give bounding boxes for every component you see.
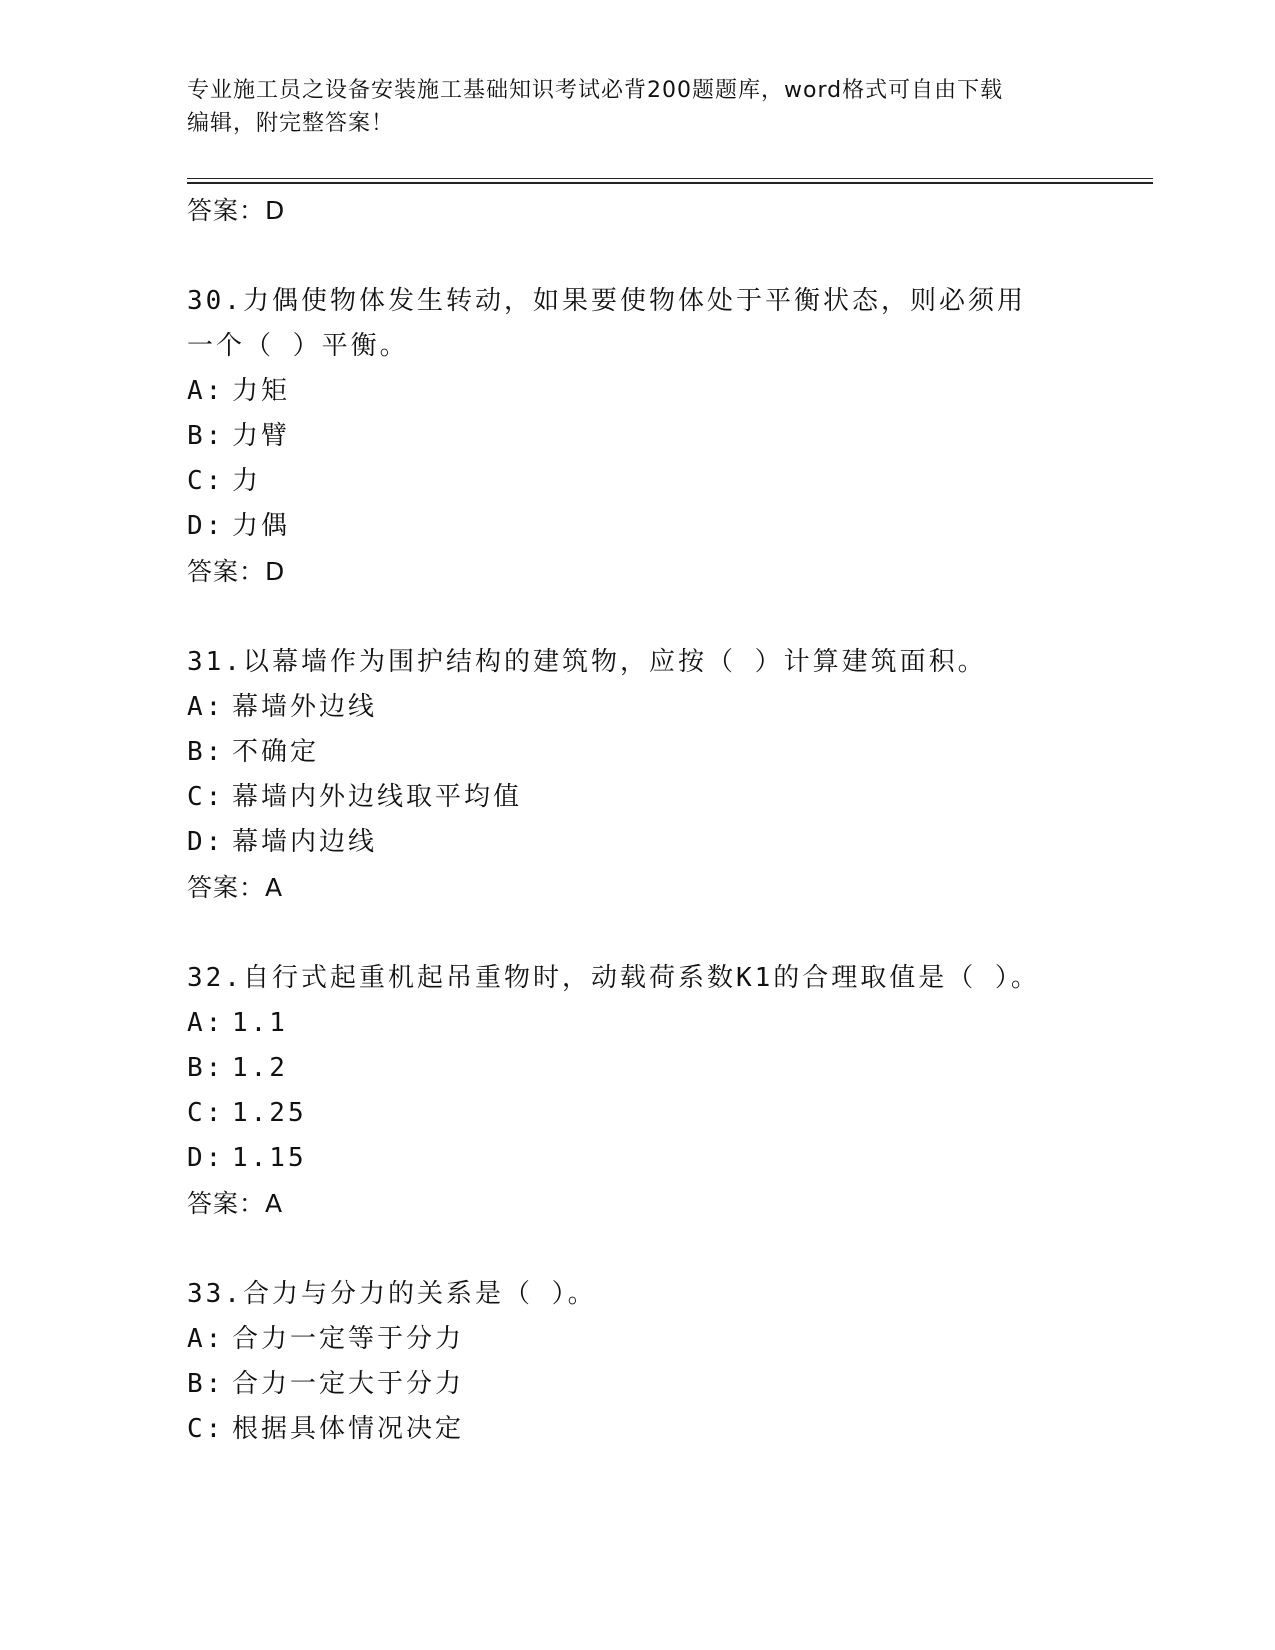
- option-key: A:: [187, 1324, 225, 1354]
- option-text: 不确定: [232, 737, 320, 767]
- option-key: B:: [187, 1053, 225, 1083]
- option-b: [187, 1046, 1087, 1091]
- option-a: [187, 1001, 1087, 1046]
- option-key: D:: [187, 511, 225, 541]
- question-block: [187, 1272, 1087, 1452]
- option-b: [187, 414, 1087, 459]
- question-block: [187, 956, 1087, 1227]
- option-key: A:: [187, 692, 225, 722]
- header-divider-thick: [187, 182, 1153, 184]
- option-text: 合力一定等于分力: [232, 1324, 465, 1354]
- option-text: 1.2: [232, 1053, 288, 1083]
- question-text: 31.以幕墙作为围护结构的建筑物，应按（ ）计算建筑面积。: [187, 647, 987, 677]
- option-text: 力: [232, 466, 262, 496]
- option-key: C:: [187, 782, 225, 812]
- option-d: [187, 1136, 1087, 1181]
- question-text: 32.自行式起重机起吊重物时，动载荷系数K1的合理取值是（ ）。: [187, 963, 1040, 993]
- option-key: D:: [187, 1143, 225, 1173]
- option-text: 幕墙外边线: [232, 692, 378, 722]
- answer-line: 答案：A: [187, 873, 284, 902]
- question-block: [187, 279, 1087, 595]
- option-key: C:: [187, 466, 225, 496]
- option-key: A:: [187, 376, 225, 406]
- previous-answer: 答案：D: [187, 196, 286, 225]
- option-b: [187, 1362, 1087, 1407]
- option-text: 合力一定大于分力: [232, 1369, 465, 1399]
- option-text: 幕墙内外边线取平均值: [232, 782, 523, 812]
- option-a: [187, 1317, 1087, 1362]
- question-text: 33.合力与分力的关系是（ ）。: [187, 1279, 597, 1309]
- option-text: 1.25: [232, 1098, 307, 1128]
- option-a: [187, 685, 1087, 730]
- header-divider-thin: [187, 178, 1153, 179]
- option-c: [187, 1407, 1087, 1452]
- option-text: 根据具体情况决定: [232, 1414, 465, 1444]
- option-d: [187, 820, 1087, 865]
- option-key: D:: [187, 827, 225, 857]
- option-a: [187, 369, 1087, 414]
- option-text: 力臂: [232, 421, 291, 451]
- option-c: [187, 775, 1087, 820]
- question-block: [187, 640, 1087, 911]
- question-text: 30.力偶使物体发生转动，如果要使物体处于平衡状态，则必须用一个（ ）平衡。: [187, 286, 1026, 361]
- answer-line: 答案：D: [187, 557, 286, 586]
- option-text: 力矩: [232, 376, 291, 406]
- option-text: 幕墙内边线: [232, 827, 378, 857]
- option-key: A:: [187, 1008, 225, 1038]
- option-key: B:: [187, 421, 225, 451]
- option-b: [187, 730, 1087, 775]
- option-key: B:: [187, 1369, 225, 1399]
- option-key: C:: [187, 1098, 225, 1128]
- answer-line: 答案：A: [187, 1189, 284, 1218]
- header-line-1: 专业施工员之设备安装施工基础知识考试必背200题题库，word格式可自由下载: [187, 78, 1004, 103]
- option-c: [187, 459, 1087, 504]
- question-list: [187, 188, 1087, 1452]
- option-text: 1.1: [232, 1008, 288, 1038]
- option-c: [187, 1091, 1087, 1136]
- document-header: [187, 74, 1087, 140]
- option-key: B:: [187, 737, 225, 767]
- header-line-2: 编辑，附完整答案！: [187, 111, 395, 136]
- option-d: [187, 504, 1087, 549]
- option-text: 1.15: [232, 1143, 307, 1173]
- option-text: 力偶: [232, 511, 291, 541]
- option-key: C:: [187, 1414, 225, 1444]
